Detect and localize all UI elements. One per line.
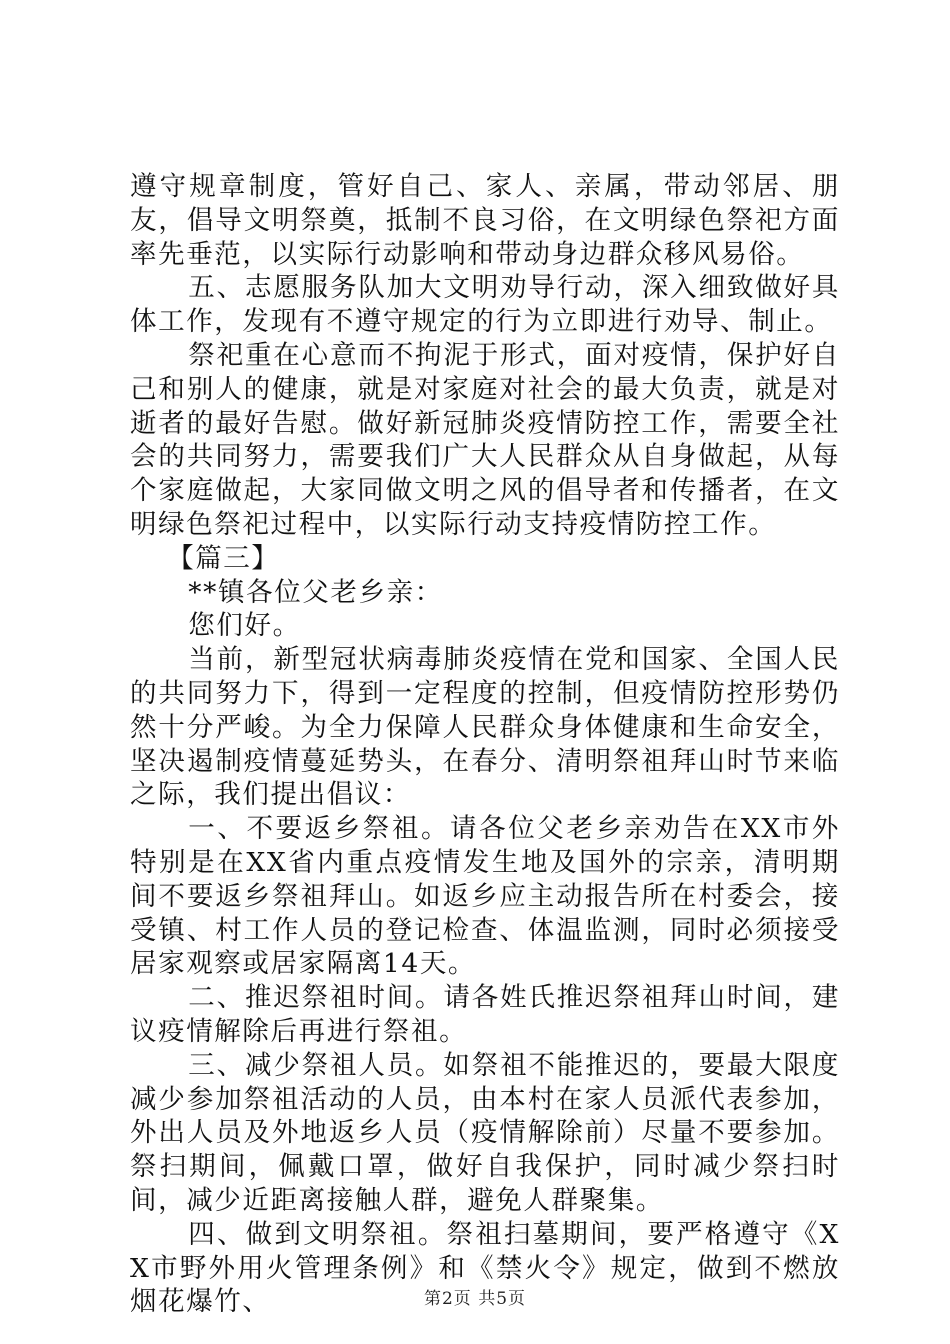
paragraph: 一、不要返乡祭祖。请各位父老乡亲劝告在XX市外特别是在XX省内重点疫情发生地及国外的宗亲，清明期间不要返乡祭祖拜山。如返乡应主动报告所在村委会，接受镇、村工作人员的登记检查、体温监测，同时必须接受居家观察或居家隔离14天。	[130, 813, 840, 980]
paragraph: 遵守规章制度，管好自己、家人、亲属，带动邻居、朋友，倡导文明祭奠，抵制不良习俗，在文明绿色祭祀方面率先垂范，以实际行动影响和带动身边群众移风易俗。	[130, 171, 840, 270]
paragraph: 祭祀重在心意而不拘泥于形式，面对疫情，保护好自己和别人的健康，就是对家庭对社会的最大负责，就是对逝者的最好告慰。做好新冠肺炎疫情防控工作，需要全社会的共同努力，需要我们广大人民群众从自身做起，从每个家庭做起，大家同做文明之风的倡导者和传播者，在文明绿色祭祀过程中，以实际行动支持疫情防控工作。	[130, 339, 840, 540]
document-body	[130, 170, 840, 1319]
paragraph: 四、做到文明祭祖。祭祖扫墓期间，要严格遵守《XX市野外用火管理条例》和《禁火令》规定，做到不燃放烟花爆竹、	[130, 1218, 840, 1318]
greeting: 您们好。	[188, 610, 301, 642]
paragraph: 三、减少祭祖人员。如祭祖不能推迟的，要最大限度减少参加祭祖活动的人员，由本村在家人员派代表参加，外出人员及外地返乡人员（疫情解除前）尽量不要参加。祭扫期间，佩戴口罩，做好自我保护，同时减少祭扫时间，减少近距离接触人群，避免人群聚集。	[130, 1049, 840, 1216]
paragraph: 二、推迟祭祖时间。请各姓氏推迟祭祖拜山时间，建议疫情解除后再进行祭祖。	[130, 982, 840, 1047]
paragraph: 五、志愿服务队加大文明劝导行动，深入细致做好具体工作，发现有不遵守规定的行为立即进行劝导、制止。	[130, 272, 840, 338]
page-number: 第2页 共5页	[423, 1289, 527, 1309]
salutation: **镇各位父老乡亲：	[188, 576, 443, 608]
section-heading: 【篇三】	[167, 542, 280, 574]
paragraph: 当前，新型冠状病毒肺炎疫情在党和国家、全国人民的共同努力下，得到一定程度的控制，但疫情防控形势仍然十分严峻。为全力保障人民群众身体健康和生命安全，坚决遏制疫情蔓延势头，在春分、清明祭祖拜山时节来临之际，我们提出倡议：	[130, 644, 840, 811]
